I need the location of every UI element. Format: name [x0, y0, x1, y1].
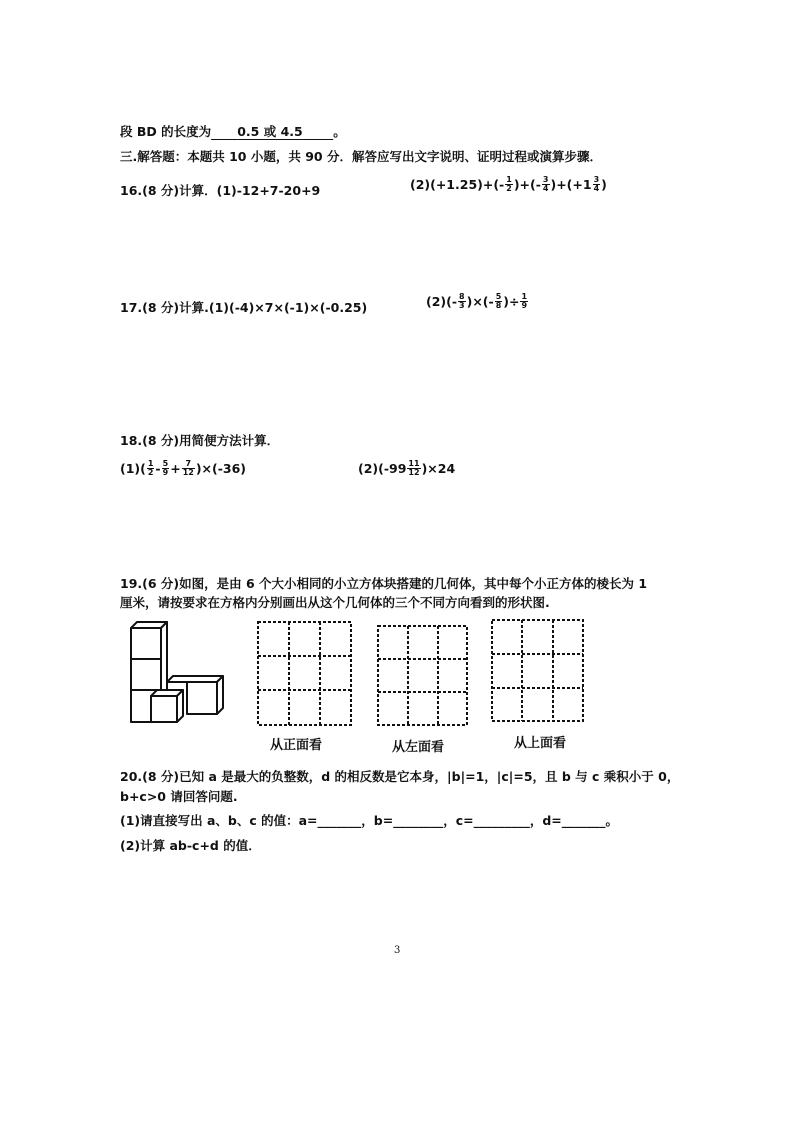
q18-part2: (2)(-99 $\frac{11}{12}$ )×24 — [358, 459, 456, 477]
left-view-grid[interactable] — [376, 624, 470, 728]
bd-length-suffix: 。 — [333, 124, 346, 139]
top-view-caption: 从上面看 — [514, 736, 567, 751]
fraction: $\frac{11}{12}$ — [408, 459, 420, 477]
front-view-caption: 从正面看 — [270, 738, 323, 753]
q18-part1: (1)( $\frac{1}{2}$ - $\frac{5}{9}$ + $\frac{7}{12}$ )×(-36) — [120, 459, 247, 477]
fraction: $\frac{5}{8}$ — [495, 292, 502, 310]
q18-label: 18.(8 分)用简便方法计算． — [120, 433, 280, 448]
q17-part1: 17.(8 分)计算.(1)(-4)×7×(-1)×(-0.25) — [120, 300, 368, 315]
fraction: $\frac{3}{4}$ — [593, 175, 600, 193]
q19-line1: 19.(6 分)如图，是由 6 个大小相同的小立方体块搭建的几何体，其中每个小正方体的棱长为 1 — [120, 576, 648, 591]
q19-line2: 厘米，请按要求在方格内分别画出从这个几何体的三个不同方向看到的形状图. — [120, 595, 550, 610]
bd-length-line — [120, 122, 346, 140]
bd-length-answer: 0.5 或 4.5 — [237, 124, 303, 139]
page-number: 3 — [394, 945, 401, 956]
top-view-grid[interactable] — [490, 618, 586, 724]
q17-part2: (2)(- $\frac{8}{3}$ )×(- $\frac{5}{8}$ )÷ $\frac{1}{9}$ — [426, 292, 528, 310]
fraction: $\frac{1}{9}$ — [521, 292, 528, 310]
fraction: $\frac{8}{3}$ — [459, 292, 465, 310]
fraction: $\frac{5}{9}$ — [162, 459, 169, 477]
section-3-heading: 三.解答题：本题共 10 小题，共 90 分．解答应写出文字说明、证明过程或演算步骤． — [120, 149, 602, 164]
fraction: $\frac{1}{2}$ — [506, 175, 512, 193]
q20-line2: b+c>0 请回答问题. — [120, 789, 238, 804]
fraction: $\frac{3}{4}$ — [542, 175, 549, 193]
fraction: $\frac{1}{2}$ — [147, 459, 154, 477]
left-view-caption: 从左面看 — [392, 740, 445, 755]
q20-part2: (2)计算 ab-c+d 的值． — [120, 838, 261, 853]
bd-length-prefix: 段 BD 的长度为 — [120, 124, 212, 139]
cube-stack-figure — [125, 618, 227, 724]
q20-line1: 20.(8 分)已知 a 是最大的负整数，d 的相反数是它本身，|b|=1，|c|=5，且 b 与 c 乘积小于 0， — [120, 769, 680, 784]
front-view-grid[interactable] — [256, 620, 354, 728]
q20-part1[interactable]: (1)请直接写出 a、b、c 的值：a=_______，b=________，c=_________，d=_______。 — [120, 813, 619, 828]
q16-part2: (2)(+1.25)+(- $\frac{1}{2}$ )+(- $\frac{3}{4}$ )+(+1 $\frac{3}{4}$ ) — [410, 175, 607, 193]
q16-part1: 16.(8 分)计算．(1)-12+7-20+9 — [120, 183, 321, 198]
fraction: $\frac{7}{12}$ — [182, 459, 194, 477]
